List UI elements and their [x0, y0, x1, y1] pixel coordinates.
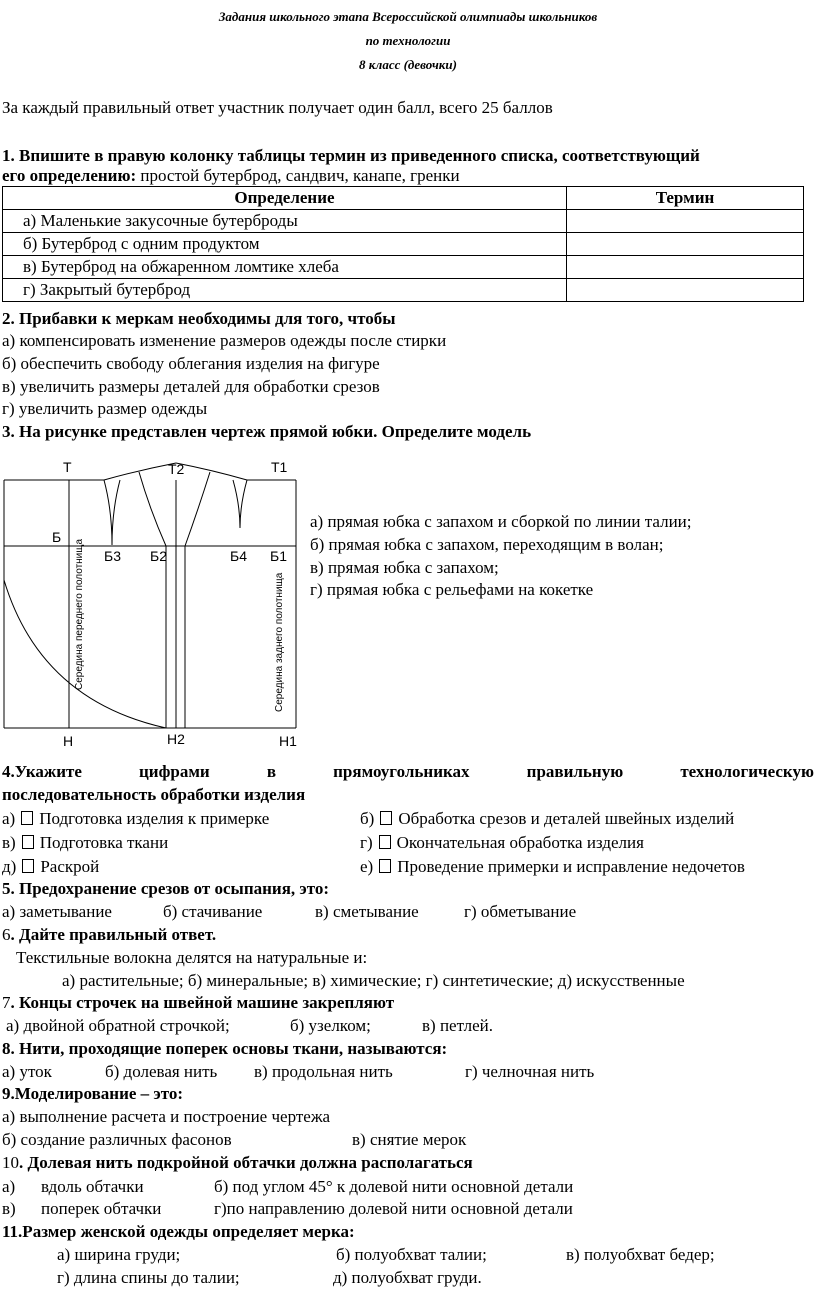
q8-option-v: в) продольная нить: [254, 1062, 393, 1081]
q4-option-a: [2, 809, 269, 829]
q3-option-a: а) прямая юбка с запахом и сборкой по линии талии;: [310, 512, 692, 531]
label-b3: Б3: [104, 548, 121, 564]
q1-title: 1. Впишите в правую колонку таблицы термин из приведенного списка, соответствующий: [2, 146, 700, 165]
q11-option-a: а) ширина груди;: [57, 1245, 181, 1264]
label-b1: Б1: [270, 548, 287, 564]
q1-table: [2, 186, 804, 302]
label-b2: Б2: [150, 548, 167, 564]
option-letter: е): [360, 857, 374, 876]
label-h: Н: [63, 733, 74, 749]
q8-option-a: а) уток: [2, 1062, 52, 1081]
q7-option-v: в) петлей.: [422, 1016, 493, 1035]
q6-number: 6: [2, 925, 11, 944]
q7-option-b: б) узелком;: [290, 1016, 371, 1035]
q4-title-word: цифрами: [139, 762, 210, 781]
q10-option-a-letter: а): [2, 1177, 16, 1196]
table-header-definition: Определение: [3, 187, 567, 210]
table-row: [3, 279, 804, 302]
order-box[interactable]: [379, 859, 391, 873]
q4-option-g: [360, 833, 644, 853]
q6-options: а) растительные; б) минеральные; в) химические; г) синтетические; д) искусственные: [62, 971, 685, 990]
label-t2: Т2: [168, 461, 185, 477]
q2-title: 2. Прибавки к меркам необходимы для того, чтобы: [2, 309, 396, 328]
q11-option-g: г) длина спины до талии;: [57, 1268, 240, 1287]
label-front-centre: Середина переднего полотнища: [74, 538, 85, 690]
table-row: [3, 210, 804, 233]
label-b: Б: [52, 529, 62, 545]
q9-title: 9.Моделирование – это:: [2, 1084, 184, 1103]
q4-title-word: в: [266, 762, 277, 781]
q1-title-bold: его определению:: [2, 166, 137, 185]
label-b4: Б4: [230, 548, 247, 564]
q4-title-word: 4.Укажите: [2, 762, 82, 781]
q9-option-b: б) создание различных фасонов: [2, 1130, 232, 1149]
order-box[interactable]: [379, 835, 391, 849]
header-line-1: Задания школьного этапа Всероссийской олимпиады школьников: [218, 9, 598, 24]
order-box[interactable]: [22, 859, 34, 873]
q3-option-v: в) прямая юбка с запахом;: [310, 558, 499, 577]
q11-option-d: д) полуобхват груди.: [333, 1268, 482, 1287]
q10-option-g: г)по направлению долевой нити основной детали: [214, 1199, 573, 1218]
q6-title-text: . Дайте правильный ответ.: [10, 925, 217, 944]
q10-title-text: . Долевая нить подкройной обтачки должна располагаться: [19, 1153, 473, 1172]
term-answer-cell[interactable]: [567, 256, 804, 279]
q4-option-e: [360, 857, 745, 877]
header-line-2: по технологии: [365, 33, 451, 48]
label-h1: Н1: [279, 733, 297, 749]
q11-option-v: в) полуобхват бедер;: [566, 1245, 715, 1264]
q10-number: 10: [2, 1153, 19, 1172]
table-row: [3, 256, 804, 279]
q5-title: 5. Предохранение срезов от осыпания, это:: [2, 879, 330, 898]
label-t1: Т1: [271, 459, 288, 475]
table-header-row: [3, 187, 804, 210]
option-text: Подготовка ткани: [39, 833, 169, 852]
option-letter: а): [2, 809, 16, 828]
q3-option-g: г) прямая юбка с рельефами на кокетке: [310, 580, 594, 599]
order-box[interactable]: [22, 835, 34, 849]
header-line-3: 8 класс (девочки): [359, 57, 457, 72]
q7-option-a: а) двойной обратной строчкой;: [6, 1016, 230, 1035]
q3-title: 3. На рисунке представлен чертеж прямой юбки. Определите модель: [2, 422, 532, 441]
q2-option-b: б) обеспечить свободу облегания изделия на фигуре: [2, 354, 380, 373]
q4-option-v: [2, 833, 168, 853]
order-box[interactable]: [380, 811, 392, 825]
q10-title: [2, 1153, 473, 1173]
definition-cell: в) Бутерброд на обжаренном ломтике хлеба: [3, 256, 567, 279]
option-text: Подготовка изделия к примерке: [39, 809, 270, 828]
skirt-pattern-drawing: [0, 455, 310, 755]
q7-title-text: . Концы строчек на швейной машине закрепляют: [10, 993, 395, 1012]
option-letter: в): [2, 833, 16, 852]
q11-title: 11.Размер женской одежды определяет мерка:: [2, 1222, 355, 1241]
q11-option-b: б) полуобхват талии;: [336, 1245, 487, 1264]
term-answer-cell[interactable]: [567, 210, 804, 233]
q2-option-a: а) компенсировать изменение размеров одежды после стирки: [2, 331, 447, 350]
q8-title: 8. Нити, проходящие поперек основы ткани, называются:: [2, 1039, 448, 1058]
option-letter: б): [360, 809, 375, 828]
q5-option-a: а) заметывание: [2, 902, 112, 921]
q2-option-v: в) увеличить размеры деталей для обработки срезов: [2, 377, 380, 396]
q10-option-a: вдоль обтачки: [41, 1177, 144, 1196]
q4-title-line2: последовательность обработки изделия: [2, 785, 306, 804]
q9-option-v: в) снятие мерок: [352, 1130, 467, 1149]
q10-option-b: б) под углом 45° к долевой нити основной детали: [214, 1177, 574, 1196]
q6-text: Текстильные волокна делятся на натуральные и:: [16, 948, 368, 967]
intro-text: За каждый правильный ответ участник получает один балл, всего 25 баллов: [2, 98, 553, 117]
label-h2: Н2: [167, 731, 185, 747]
option-text: Проведение примерки и исправление недочетов: [397, 857, 745, 876]
option-text: Раскрой: [40, 857, 100, 876]
q5-option-b: б) стачивание: [163, 902, 263, 921]
q3-option-b: б) прямая юбка с запахом, переходящим в волан;: [310, 535, 664, 554]
q1-term-list: простой бутерброд, сандвич, канапе, гренки: [136, 166, 460, 185]
q4-title: [2, 762, 814, 782]
q5-option-v: в) сметывание: [315, 902, 419, 921]
q1-title-line2: [2, 166, 460, 186]
q8-option-g: г) челночная нить: [465, 1062, 595, 1081]
term-answer-cell[interactable]: [567, 279, 804, 302]
table-header-term: Термин: [567, 187, 804, 210]
term-answer-cell[interactable]: [567, 233, 804, 256]
option-letter: д): [2, 857, 17, 876]
option-text: Окончательная обработка изделия: [396, 833, 644, 852]
q4-option-b: [360, 809, 734, 829]
q4-title-word: прямоугольниках: [333, 762, 470, 781]
q7-title: [2, 993, 394, 1013]
q6-title: [2, 925, 216, 945]
label-back-centre: Середина заднего полотнища: [274, 572, 285, 712]
q10-option-v: поперек обтачки: [41, 1199, 162, 1218]
option-text: Обработка срезов и деталей швейных изделий: [398, 809, 735, 828]
order-box[interactable]: [21, 811, 33, 825]
label-t: Т: [63, 459, 72, 475]
q4-option-d: [2, 857, 99, 877]
table-row: [3, 233, 804, 256]
q2-option-g: г) увеличить размер одежды: [2, 399, 208, 418]
q8-option-b: б) долевая нить: [105, 1062, 218, 1081]
option-letter: г): [360, 833, 373, 852]
definition-cell: б) Бутерброд с одним продуктом: [3, 233, 567, 256]
q10-option-v-letter: в): [2, 1199, 16, 1218]
q9-option-a: а) выполнение расчета и построение чертежа: [2, 1107, 331, 1126]
q5-option-g: г) обметывание: [464, 902, 577, 921]
definition-cell: г) Закрытый бутерброд: [3, 279, 567, 302]
definition-cell: а) Маленькие закусочные бутерброды: [3, 210, 567, 233]
q4-title-word: правильную: [526, 762, 624, 781]
q7-number: 7: [2, 993, 11, 1012]
q4-title-word: технологическую: [680, 762, 814, 781]
